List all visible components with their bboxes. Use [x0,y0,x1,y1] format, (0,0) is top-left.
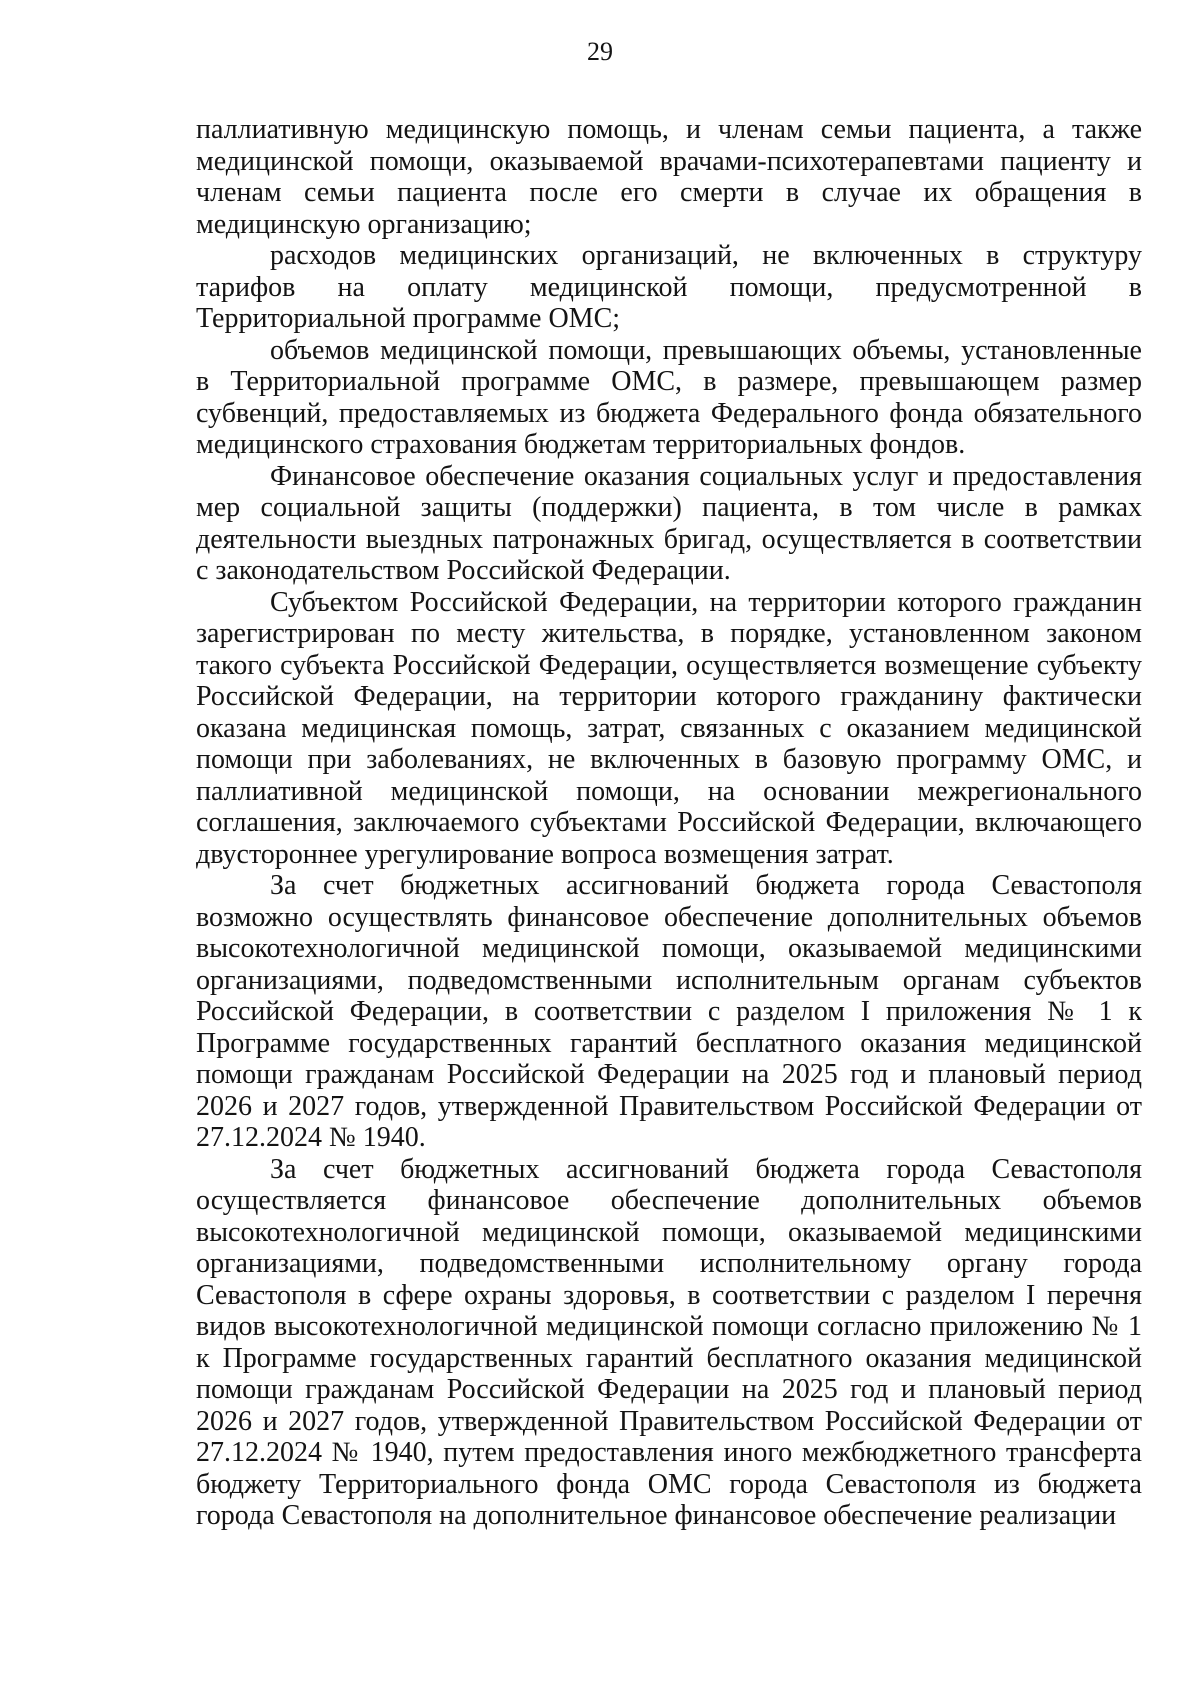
document-body [196,114,1142,1532]
paragraph-1: паллиативную медицинскую помощь, и членам семьи пациента, а также медицинской помощи, оказываемой врачами-психотерапевтами пациенту и членам семьи пациента после его смерти в случае их обращения в медицинскую организацию; [196,114,1142,240]
paragraph-6: За счет бюджетных ассигнований бюджета города Севастополя возможно осуществлять финансовое обеспечение дополнительных объемов высокотехнологичной медицинской помощи, оказываемой медицинскими организациями, подведомственными исполнительным органам субъектов Российской Федерации, в соответствии с разделом I приложения № 1 к Программе государственных гарантий бесплатного оказания медицинской помощи гражданам Российской Федерации на 2025 год и плановый период 2026 и 2027 годов, утвержденной Правительством Российской Федерации от 27.12.2024 № 1940. [196,870,1142,1153]
page-number: 29 [587,37,613,66]
paragraph-2: расходов медицинских организаций, не включенных в структуру тарифов на оплату медицинской помощи, предусмотренной в Территориальной программе ОМС; [196,240,1142,334]
paragraph-5: Субъектом Российской Федерации, на территории которого гражданин зарегистрирован по месту жительства, в порядке, установленном законом такого субъекта Российской Федерации, осуществляется возмещение субъекту Российской Федерации, на территории которого гражданину фактически оказана медицинская помощь, затрат, связанных с оказанием медицинской помощи при заболеваниях, не включенных в базовую программу ОМС, и паллиативной медицинской помощи, на основании межрегионального соглашения, заключаемого субъектами Российской Федерации, включающего двустороннее урегулирование вопроса возмещения затрат. [196,586,1142,870]
paragraph-4: Финансовое обеспечение оказания социальных услуг и предоставления мер социальной защиты (поддержки) пациента, в том числе в рамках деятельности выездных патронажных бригад, осуществляется в соответствии с законодательством Российской Федерации. [196,460,1142,586]
paragraph-3: объемов медицинской помощи, превышающих объемы, установленные в Территориальной программе ОМС, в размере, превышающем размер субвенций, предоставляемых из бюджета Федерального фонда обязательного медицинского страхования бюджетам территориальных фондов. [196,334,1142,460]
paragraph-7: За счет бюджетных ассигнований бюджета города Севастополя осуществляется финансовое обеспечение дополнительных объемов высокотехнологичной медицинской помощи, оказываемой медицинскими организациями, подведомственными исполнительному органу города Севастополя в сфере охраны здоровья, в соответствии с разделом I перечня видов высокотехнологичной медицинской помощи согласно приложению № 1 к Программе государственных гарантий бесплатного оказания медицинской помощи гражданам Российской Федерации на 2025 год и плановый период 2026 и 2027 годов, утвержденной Правительством Российской Федерации от 27.12.2024 № 1940, путем предоставления иного межбюджетного трансферта бюджету Территориального фонда ОМС города Севастополя из бюджета города Севастополя на дополнительное финансовое обеспечение реализации [196,1153,1142,1531]
